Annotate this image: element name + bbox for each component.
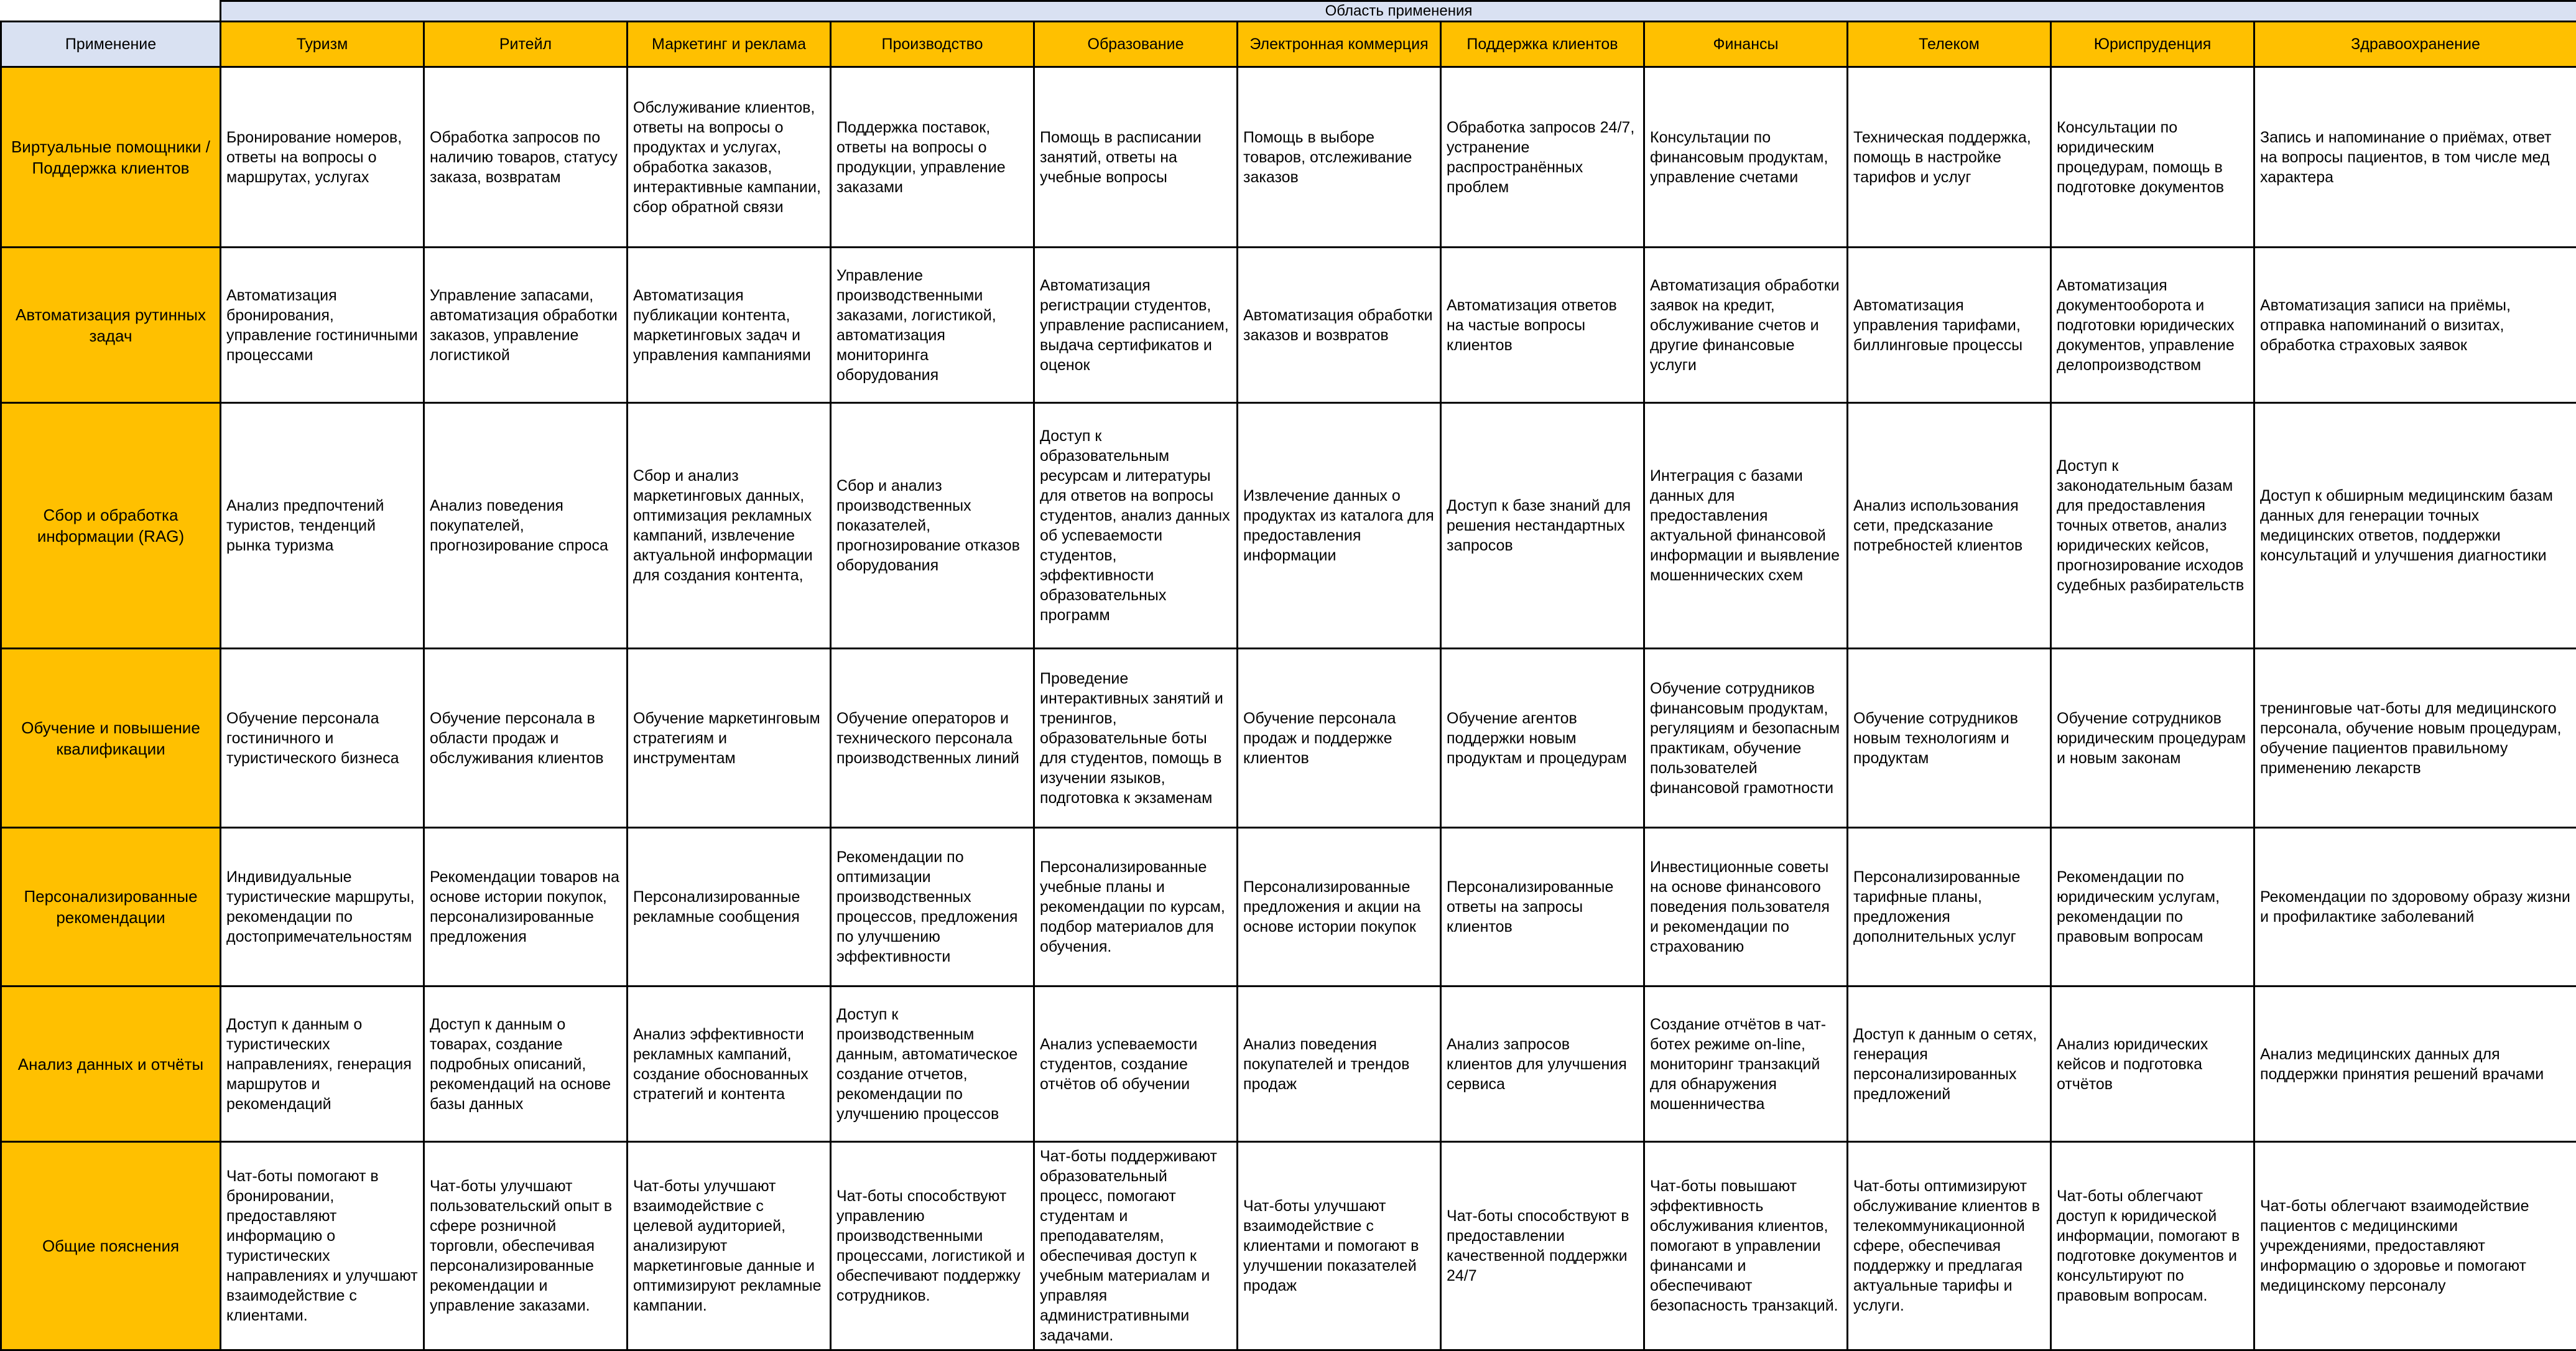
row-header: Сбор и обработка информации (RAG) xyxy=(1,403,221,649)
table-cell: Обучение агентов поддержки новым продуктам и процедурам xyxy=(1441,649,1644,828)
table-cell: Обучение персонала в области продаж и обслуживания клиентов xyxy=(424,649,628,828)
table-cell: Автоматизация ответов на частые вопросы клиентов xyxy=(1441,248,1644,403)
table-cell: Обслуживание клиентов, ответы на вопросы о продуктах и услугах, обработка заказов, интерактивные кампании, сбор обратной связи xyxy=(628,67,831,248)
table-cell: Рекомендации по здоровому образу жизни и профилактике заболеваний xyxy=(2254,828,2576,987)
table-cell: Автоматизация регистрации студентов, управление расписанием, выдача сертификатов и оценок xyxy=(1034,248,1238,403)
table-cell: Управление производственными заказами, логистикой, автоматизация мониторинга оборудования xyxy=(831,248,1034,403)
table-cell: Чат-боты способствуют управлению производственными процессами, логистикой и обеспечивают поддержку сотрудников. xyxy=(831,1142,1034,1350)
table-cell: Автоматизация обработки заказов и возвратов xyxy=(1238,248,1441,403)
table-cell: Сбор и анализ маркетинговых данных, оптимизация рекламных кампаний, извлечение актуальной информации для создания контента, xyxy=(628,403,831,649)
corner-label: Применение xyxy=(1,22,221,67)
table-cell: Доступ к образовательным ресурсам и литературы для ответов на вопросы студентов, анализ данных об успеваемости студентов, эффективности образовательных программ xyxy=(1034,403,1238,649)
table-cell: Техническая поддержка, помощь в настройке тарифов и услуг xyxy=(1848,67,2051,248)
table-cell: Поддержка поставок, ответы на вопросы о продукции, управление заказами xyxy=(831,67,1034,248)
table-cell: Автоматизация управления тарифами, биллинговые процессы xyxy=(1848,248,2051,403)
table-cell: Индивидуальные туристические маршруты, рекомендации по достопримечательностям xyxy=(221,828,424,987)
table-cell: Доступ к производственным данным, автоматическое создание отчетов, рекомендации по улучшению процессов xyxy=(831,987,1034,1142)
table-cell: Автоматизация обработки заявок на кредит, обслуживание счетов и другие финансовые услуги xyxy=(1644,248,1848,403)
table-cell: Управление запасами, автоматизация обработки заказов, управление логистикой xyxy=(424,248,628,403)
column-header: Поддержка клиентов xyxy=(1441,22,1644,67)
table-cell: Создание отчётов в чат-ботех режиме on-line, мониторинг транзакций для обнаружения мошенничества xyxy=(1644,987,1848,1142)
table-cell: Рекомендации по юридическим услугам, рекомендации по правовым вопросам xyxy=(2051,828,2254,987)
table-cell: Извлечение данных о продуктах из каталога для предоставления информации xyxy=(1238,403,1441,649)
table-row xyxy=(1,1142,2576,1350)
table-cell: Анализ предпочтений туристов, тенденций рынка туризма xyxy=(221,403,424,649)
table-row xyxy=(1,649,2576,828)
table-row xyxy=(1,828,2576,987)
table-cell: Доступ к базе знаний для решения нестандартных запросов xyxy=(1441,403,1644,649)
table-cell: Инвестиционные советы на основе финансового поведения пользователя и рекомендации по страхованию xyxy=(1644,828,1848,987)
table-row xyxy=(1,248,2576,403)
table-cell: Обучение сотрудников юридическим процедурам и новым законам xyxy=(2051,649,2254,828)
area-title: Область применения xyxy=(221,1,2576,22)
table-cell: Персонализированные учебные планы и рекомендации по курсам, подбор материалов для обучения. xyxy=(1034,828,1238,987)
table-row xyxy=(1,987,2576,1142)
table-row xyxy=(1,403,2576,649)
table-cell: Анализ использования сети, предсказание потребностей клиентов xyxy=(1848,403,2051,649)
table-cell: Доступ к законодательным базам для предоставления точных ответов, анализ юридических кейсов, прогнозирование исходов судебных разбирательств xyxy=(2051,403,2254,649)
table-cell: Консультации по финансовым продуктам, управление счетами xyxy=(1644,67,1848,248)
column-header: Производство xyxy=(831,22,1034,67)
table-cell: Обучение персонала гостиничного и туристического бизнеса xyxy=(221,649,424,828)
table-cell: Анализ медицинских данных для поддержки принятия решений врачами xyxy=(2254,987,2576,1142)
column-header: Финансы xyxy=(1644,22,1848,67)
column-header: Образование xyxy=(1034,22,1238,67)
table-cell: Анализ эффективности рекламных кампаний, создание обоснованных стратегий и контента xyxy=(628,987,831,1142)
table-cell: тренинговые чат-боты для медицинского персонала, обучение новым процедурам, обучение пациентов правильному применению лекарств xyxy=(2254,649,2576,828)
table-cell: Сбор и анализ производственных показателей, прогнозирование отказов оборудования xyxy=(831,403,1034,649)
table-cell: Интеграция с базами данных для предоставления актуальной финансовой информации и выявление мошеннических схем xyxy=(1644,403,1848,649)
table-cell: Персонализированные ответы на запросы клиентов xyxy=(1441,828,1644,987)
table-cell: Анализ запросов клиентов для улучшения сервиса xyxy=(1441,987,1644,1142)
table-cell: Чат-боты улучшают пользовательский опыт в сфере розничной торговли, обеспечивая персонализированные рекомендации и управление заказами. xyxy=(424,1142,628,1350)
table-cell: Доступ к данным о туристических направлениях, генерация маршрутов и рекомендаций xyxy=(221,987,424,1142)
column-header: Телеком xyxy=(1848,22,2051,67)
column-header: Электронная коммерция xyxy=(1238,22,1441,67)
blank-corner xyxy=(1,1,221,22)
table-cell: Чат-боты улучшают взаимодействие с целевой аудиторией, анализируют маркетинговые данные и оптимизируют рекламные кампании. xyxy=(628,1142,831,1350)
table-cell: Рекомендации по оптимизации производственных процессов, предложения по улучшению эффективности xyxy=(831,828,1034,987)
table-cell: Доступ к данным о товарах, создание подробных описаний, рекомендаций на основе базы данных xyxy=(424,987,628,1142)
table-cell: Доступ к данным о сетях, генерация персонализированных предложений xyxy=(1848,987,2051,1142)
table-cell: Чат-боты помогают в бронировании, предоставляют информацию о туристических направлениях и улучшают взаимодействие с клиентами. xyxy=(221,1142,424,1350)
table-cell: Чат-боты повышают эффективность обслуживания клиентов, помогают в управлении финансами и обеспечивают безопасность транзакций. xyxy=(1644,1142,1848,1350)
table-cell: Персонализированные рекламные сообщения xyxy=(628,828,831,987)
table-cell: Обучение сотрудников новым технологиям и продуктам xyxy=(1848,649,2051,828)
table-cell: Обучение маркетинговым стратегиям и инструментам xyxy=(628,649,831,828)
table-cell: Чат-боты облегчают доступ к юридической информации, помогают в подготовке документов и консультируют по правовым вопросам. xyxy=(2051,1142,2254,1350)
table-cell: Консультации по юридическим процедурам, помощь в подготовке документов xyxy=(2051,67,2254,248)
column-header: Юриспруденция xyxy=(2051,22,2254,67)
table-cell: Чат-боты поддерживают образовательный процесс, помогают студентам и преподавателям, обеспечивая доступ к учебным материалам и управляя административными задачами. xyxy=(1034,1142,1238,1350)
row-header: Виртуальные помощники / Поддержка клиентов xyxy=(1,67,221,248)
table-cell: Автоматизация публикации контента, маркетинговых задач и управления кампаниями xyxy=(628,248,831,403)
table-cell: Чат-боты улучшают взаимодействие с клиентами и помогают в улучшении показателей продаж xyxy=(1238,1142,1441,1350)
table-cell: Чат-боты оптимизируют обслуживание клиентов в телекоммуникационной сфере, обеспечивая поддержку и предлагая актуальные тарифы и услуги. xyxy=(1848,1142,2051,1350)
table-cell: Анализ юридических кейсов и подготовка отчётов xyxy=(2051,987,2254,1142)
table-cell: Обучение персонала продаж и поддержке клиентов xyxy=(1238,649,1441,828)
row-header: Общие пояснения xyxy=(1,1142,221,1350)
table-cell: Рекомендации товаров на основе истории покупок, персонализированные предложения xyxy=(424,828,628,987)
table-cell: Автоматизация документооборота и подготовки юридических документов, управление делопроизводством xyxy=(2051,248,2254,403)
table-cell: Обучение операторов и технического персонала производственных линий xyxy=(831,649,1034,828)
table-cell: Чат-боты способствуют в предоставлении качественной поддержки 24/7 xyxy=(1441,1142,1644,1350)
table-cell: Чат-боты облегчают взаимодействие пациентов с медицинскими учреждениями, предоставляют информацию о здоровье и помогают медицинскому персоналу xyxy=(2254,1142,2576,1350)
table-cell: Бронирование номеров, ответы на вопросы о маршрутах, услугах xyxy=(221,67,424,248)
table-cell: Анализ поведения покупателей, прогнозирование спроса xyxy=(424,403,628,649)
table-cell: Персонализированные тарифные планы, предложения дополнительных услуг xyxy=(1848,828,2051,987)
table-row xyxy=(1,67,2576,248)
column-header-row xyxy=(1,22,2576,67)
table-cell: Автоматизация записи на приёмы, отправка напоминаний о визитах, обработка страховых заявок xyxy=(2254,248,2576,403)
table-cell: Обучение сотрудников финансовым продуктам, регуляциям и безопасным практикам, обучение пользователей финансовой грамотности xyxy=(1644,649,1848,828)
table-cell: Персонализированные предложения и акции на основе истории покупок xyxy=(1238,828,1441,987)
column-header: Ритейл xyxy=(424,22,628,67)
table-cell: Анализ поведения покупателей и трендов продаж xyxy=(1238,987,1441,1142)
row-header: Автоматизация рутинных задач xyxy=(1,248,221,403)
table-cell: Анализ успеваемости студентов, создание отчётов об обучении xyxy=(1034,987,1238,1142)
column-header: Маркетинг и реклама xyxy=(628,22,831,67)
table-cell: Помощь в выборе товаров, отслеживание заказов xyxy=(1238,67,1441,248)
row-header: Персонализированные рекомендации xyxy=(1,828,221,987)
table-cell: Доступ к обширным медицинским базам данных для генерации точных медицинских ответов, поддержки консультаций и улучшения диагностики xyxy=(2254,403,2576,649)
table-cell: Автоматизация бронирования, управление гостиничными процессами xyxy=(221,248,424,403)
table-cell: Запись и напоминание о приёмах, ответ на вопросы пациентов, в том числе мед характера xyxy=(2254,67,2576,248)
table-cell: Обработка запросов по наличию товаров, статусу заказа, возвратам xyxy=(424,67,628,248)
table-cell: Проведение интерактивных занятий и тренингов, образовательные боты для студентов, помощь в изучении языков, подготовка к экзаменам xyxy=(1034,649,1238,828)
row-header: Обучение и повышение квалификации xyxy=(1,649,221,828)
column-header: Туризм xyxy=(221,22,424,67)
row-header: Анализ данных и отчёты xyxy=(1,987,221,1142)
column-header: Здравоохранение xyxy=(2254,22,2576,67)
table-cell: Помощь в расписании занятий, ответы на учебные вопросы xyxy=(1034,67,1238,248)
area-header-row xyxy=(1,1,2576,22)
table-cell: Обработка запросов 24/7, устранение распространённых проблем xyxy=(1441,67,1644,248)
